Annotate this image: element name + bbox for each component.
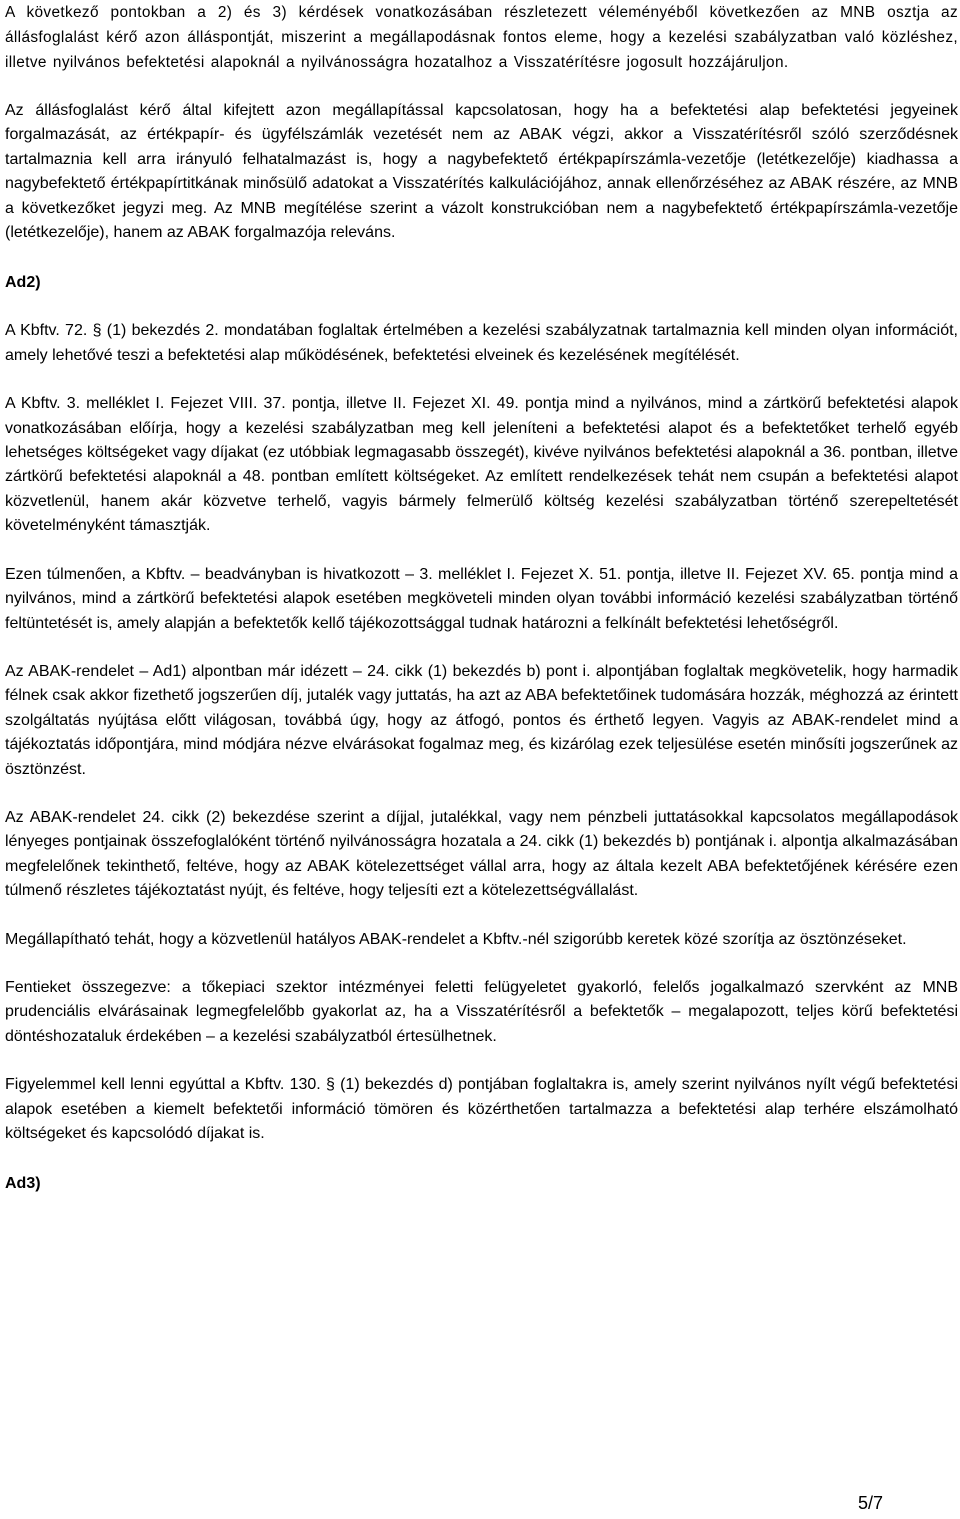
heading-ad2: Ad2) <box>5 274 41 292</box>
paragraph-summary: Fentieket összegezve: a tőkepiaci szektor intézményei feletti felügyeletet gyakorló, felelős jogalkalmazó szervként az MNB prudenciális elvárásainak legmegfelelőbb gyakorlat az, ha a Visszatérítésről a befektetők – megalapozott, teljes körű befektetési döntéshozataluk érdekében – a kezelési szabályzatból értesülhetnek. <box>5 978 958 1045</box>
paragraph-abak-article-24-1: Az ABAK-rendelet – Ad1) alpontban már idézett – 24. cikk (1) bekezdés b) pont i. alpontjában foglaltak megkövetelik, hogy harmadik félnek csak akkor fizethető jogszerűen díj, jutalék vagy juttatás, ha azt az ABA befektetőinek tudomására hozzák, méghozzá az érintett szolgáltatás nyújtása előtt világosan, továbbá úgy, hogy az átfogó, pontos és érthető legyen. Vagyis az ABAK-rendelet mind a tájékoztatás időpontjára, mind módjára nézve elvárásokat fogalmaz meg, és kizárólag ezek teljesülése esetén minősíti jogszerűnek az ösztönzést. <box>5 662 958 778</box>
paragraph-abak-distributor: Az állásfoglalást kérő által kifejtett azon megállapítással kapcsolatosan, hogy ha a befektetési alap befektetési jegyeinek forgalmazását, az értékpapír- és ügyfélszámlák vezetését nem az ABAK végzi, akkor a Visszatérítésről szóló szerződésnek tartalmaznia kell arra irányuló felhatalmazást is, hogy a nagybefektető értékpapírszámla-vezetője (letétkezelője) kiadhassa a nagybefektető értékpapírtitkának minősülő adatokat a Visszatérítés kalkulációjához, annak ellenőrzéséhez az ABAK részére, az MNB a következőket jegyzi meg. Az MNB megítélése szerint a vázolt konstrukcióban nem a nagybefektető értékpapírszámla-vezetője (letétkezelője), hanem az ABAK forgalmazója releváns. <box>5 102 958 242</box>
paragraph-kbftv-annex-costs: A Kbftv. 3. melléklet I. Fejezet VIII. 37. pontja, illetve II. Fejezet XI. 49. pontja mind a nyilvános, mind a zártkörű befektetési alapok vonatkozásában előírja, hogy a kezelési szabályzatban meg kell jeleníteni a befektetési alapot és a befektetőket terhelő egyéb lehetséges költségeket vagy díjakat (ez utóbbiak legmagasabb összegét), kivéve nyilvános befektetési alapoknál a 36. pontban, illetve zártkörű befektetési alapoknál a 48. pontban említett költségeket. Az említett rendelkezések tehát nem csupán a befektetési alapot közvetlenül, hanem akár közvetve terhelő, vagyis bármely felmerülő költség kezelési szabályzatban történő szerepeltetését követelményként támasztják. <box>5 395 958 535</box>
paragraph-intro: A következő pontokban a 2) és 3) kérdések vonatkozásában részletezett véleményéből következően az MNB osztja az állásfoglalást kérő azon álláspontját, miszerint a megállapodásnak fontos eleme, hogy a kezelési szabályzatban való közléshez, illetve nyilvános befektetési alapoknál a nyilvánosságra hozatalhoz a Visszatérítésre jogosult hozzájáruljon. <box>5 4 958 71</box>
paragraph-kbftv-72: A Kbftv. 72. § (1) bekezdés 2. mondatában foglaltak értelmében a kezelési szabályzatnak tartalmaznia kell minden olyan információt, amely lehetővé teszi a befektetési alap működésének, befektetési elveinek és kezelésének megítélését. <box>5 322 958 364</box>
paragraph-kbftv-further-info: Ezen túlmenően, a Kbftv. – beadványban is hivatkozott – 3. melléklet I. Fejezet X. 51. pontja, illetve II. Fejezet XV. 65. pontja mind a nyilvános, mind a zártkörű befektetési alapok esetében megköveteli minden olyan további információ kezelési szabályzatban történő feltüntetését is, amely alapján a befektetők kellő tájékozottsággal tudnak határozni a felkínált befektetési lehetőségről. <box>5 565 958 632</box>
paragraph-abak-article-24-2: Az ABAK-rendelet 24. cikk (2) bekezdése szerint a díjjal, jutalékkal, vagy nem pénzbeli juttatásokkal kapcsolatos megállapodások lényeges pontjainak összefoglalóként történő nyilvánosságra hozatala a 24. cikk (1) bekezdés b) pontjának i. alpontja alkalmazásában megfelelőnek tekinthető, feltéve, hogy az ABAK kötelezettséget vállal arra, hogy az általa kezelt ABA befektetőjének kérésére ezen túlmenő részletes tájékoztatást nyújt, és feltéve, hogy teljesíti ezt a kötelezettségvállalást. <box>5 808 958 900</box>
heading-ad3: Ad3) <box>5 1175 41 1193</box>
paragraph-conclusion-stricter: Megállapítható tehát, hogy a közvetlenül hatályos ABAK-rendelet a Kbftv.-nél szigorúbb keretek közé szorítja az ösztönzéseket. <box>5 930 907 948</box>
document-body <box>5 0 958 1196</box>
paragraph-kbftv-130: Figyelemmel kell lenni egyúttal a Kbftv. 130. § (1) bekezdés d) pontjában foglaltakra is, amely szerint nyilvános nyílt végű befektetési alapok esetében a kiemelt befektetői információ tömören és közérthetően tartalmazza a befektetési alap terhére elszámolható költségeket és kapcsolódó díjakat is. <box>5 1076 958 1142</box>
page-number: 5/7 <box>857 1493 883 1513</box>
